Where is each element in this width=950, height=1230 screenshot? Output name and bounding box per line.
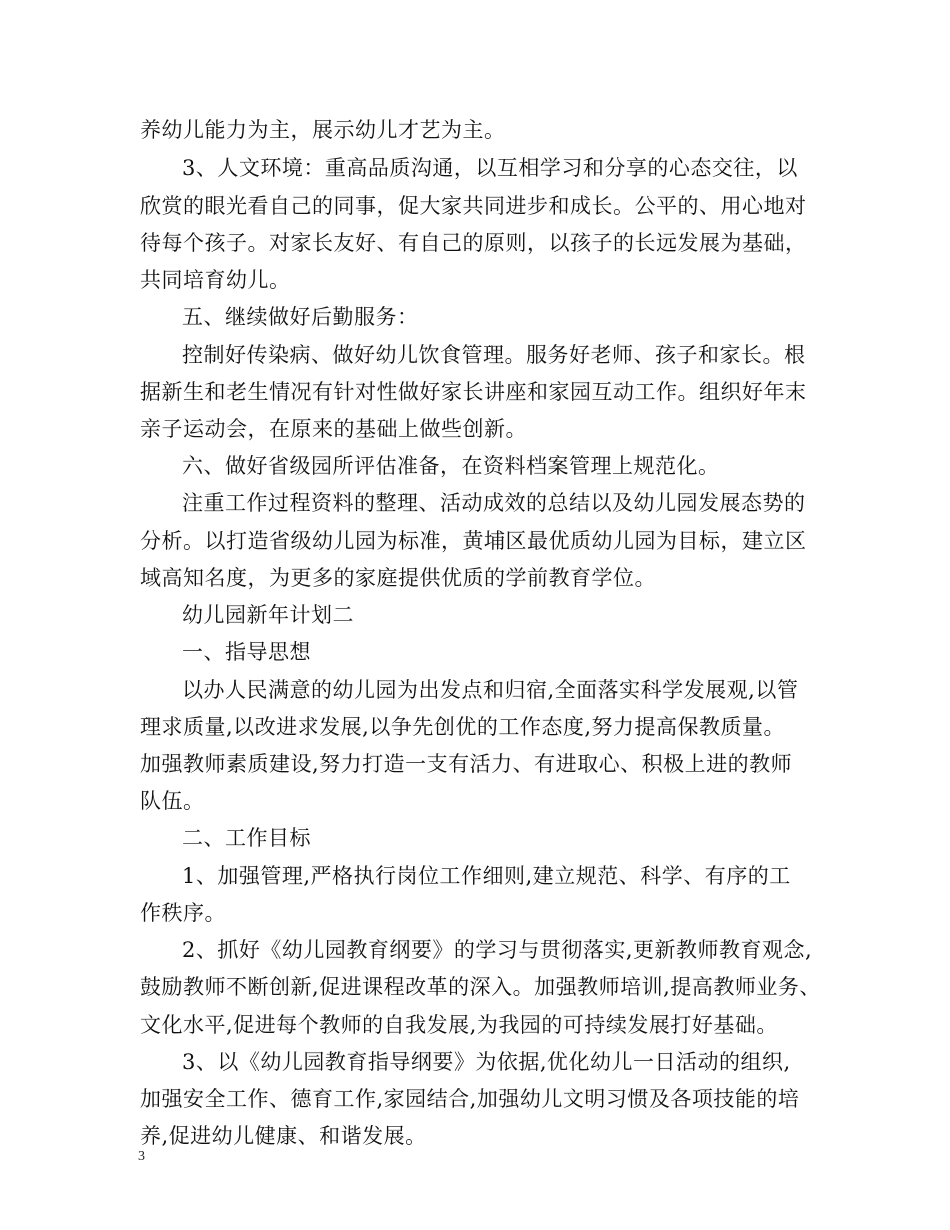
- text-line: 分析。以打造省级幼儿园为标准，黄埔区最优质幼儿园为目标，建立区: [140, 529, 807, 553]
- text-line: 域高知名度，为更多的家庭提供优质的学前教育学位。: [140, 566, 656, 590]
- text-line: 作秩序。: [140, 901, 226, 925]
- text-line: 亲子运动会，在原来的基础上做些创新。: [140, 417, 527, 441]
- text-line: 3、以《幼儿园教育指导纲要》为依据,优化幼儿一日活动的组织,: [182, 1050, 791, 1074]
- section-heading: 五、继续做好后勤服务：: [182, 305, 419, 329]
- text-line: 欣赏的眼光看自己的同事，促大家共同进步和成长。公平的、用心地对: [140, 194, 807, 218]
- text-line: 1、加强管理,严格执行岗位工作细则,建立规范、科学、有序的工: [182, 864, 791, 888]
- text-line: 共同培育幼儿。: [140, 268, 291, 292]
- text-line: 据新生和老生情况有针对性做好家长讲座和家园互动工作。组织好年末: [140, 380, 807, 404]
- section-heading: 六、做好省级园所评估准备，在资料档案管理上规范化。: [182, 454, 720, 478]
- text-line: 养幼儿能力为主，展示幼儿才艺为主。: [140, 118, 506, 142]
- text-line: 鼓励教师不断创新,促进课程改革的深入。加强教师培训,提高教师业务、: [140, 975, 821, 999]
- text-line: 文化水平,促进每个教师的自我发展,为我园的可持续发展打好基础。: [140, 1013, 778, 1037]
- text-line: 加强教师素质建设,努力打造一支有活力、有进取心、积极上进的教师: [140, 752, 793, 776]
- text-line: 注重工作过程资料的整理、活动成效的总结以及幼儿园发展态势的: [182, 491, 806, 515]
- text-line: 队伍。: [140, 789, 205, 813]
- section-heading: 二、工作目标: [182, 826, 311, 850]
- text-line: 养,促进幼儿健康、和谐发展。: [140, 1124, 427, 1148]
- text-line: 2、抓好《幼儿园教育纲要》的学习与贯彻落实,更新教师教育观念,: [182, 938, 813, 962]
- text-line: 理求质量,以改进求发展,以争先创优的工作态度,努力提高保教质量。: [140, 715, 786, 739]
- text-line: 控制好传染病、做好幼儿饮食管理。服务好老师、孩子和家长。根: [182, 343, 806, 367]
- section-heading: 一、指导思想: [182, 640, 311, 664]
- text-line: 3、人文环境：重高品质沟通，以互相学习和分享的心态交往，以: [182, 156, 798, 180]
- text-line: 以办人民满意的幼儿园为出发点和归宿,全面落实科学发展观,以管: [182, 678, 799, 702]
- document-subtitle: 幼儿园新年计划二: [182, 603, 354, 627]
- text-line: 加强安全工作、德育工作,家园结合,加强幼儿文明习惯及各项技能的培: [140, 1087, 800, 1111]
- text-line: 待每个孩子。对家长友好、有自己的原则，以孩子的长远发展为基础，: [140, 231, 807, 255]
- page-number: 3: [138, 1149, 145, 1164]
